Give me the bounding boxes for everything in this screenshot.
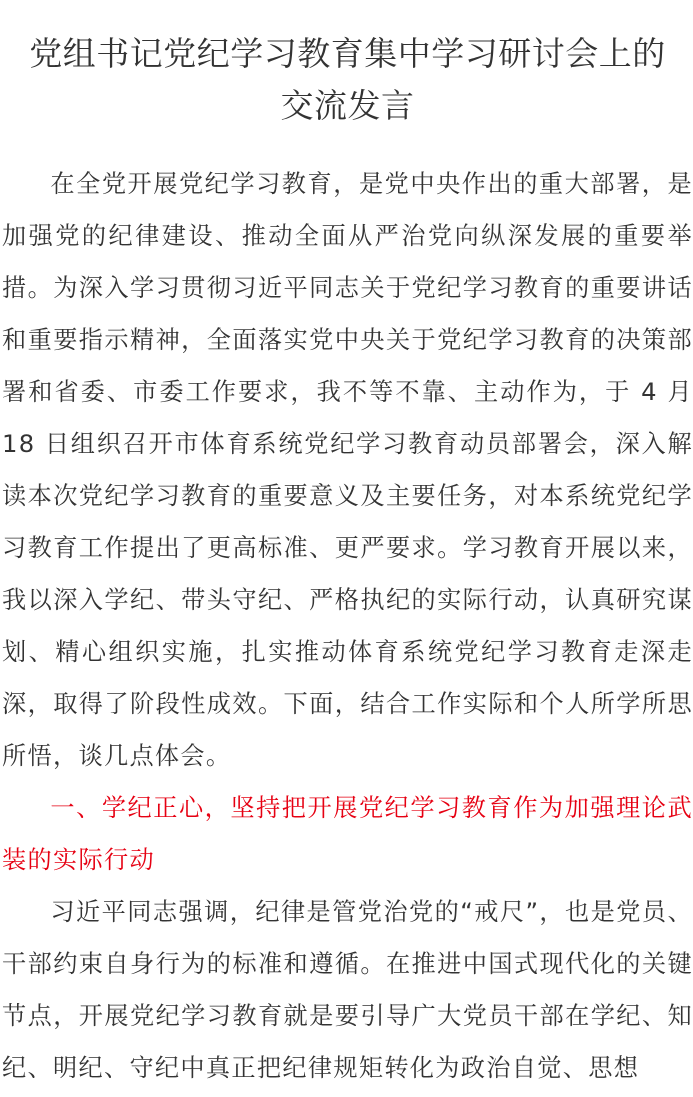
document-body	[2, 158, 693, 1094]
section-1-paragraph: 习近平同志强调，纪律是管党治党的“戒尺”，也是党员、干部约束自身行为的标准和遵循。在推进中国式现代化的关键节点，开展党纪学习教育就是要引导广大党员干部在学纪、知纪、明纪、守纪中真正把纪律规矩转化为政治自觉、思想	[2, 898, 693, 1082]
section-heading-1: 一、学纪正心，坚持把开展党纪学习教育作为加强理论武装的实际行动	[2, 794, 693, 874]
title-line-2: 交流发言	[280, 86, 415, 125]
title-line-1: 党组书记党纪学习教育集中学习研讨会上的	[29, 34, 666, 73]
document-title	[2, 28, 693, 132]
intro-paragraph: 在全党开展党纪学习教育，是党中央作出的重大部署，是加强党的纪律建设、推动全面从严治党向纵深发展的重要举措。为深入学习贯彻习近平同志关于党纪学习教育的重要讲话和重要指示精神，全面落实党中央关于党纪学习教育的决策部署和省委、市委工作要求，我不等不靠、主动作为，于 4 月 18 日组织召开市体育系统党纪学习教育动员部署会，深入解读本次党纪学习教育的重要意义及主要任务，对本系统党纪学习教育工作提出了更高标准、更严要求。学习教育开展以来，我以深入学纪、带头守纪、严格执纪的实际行动，认真研究谋划、精心组织实施，扎实推动体育系统党纪学习教育走深走深，取得了阶段性成效。下面，结合工作实际和个人所学所思所悟，谈几点体会。	[2, 170, 693, 770]
